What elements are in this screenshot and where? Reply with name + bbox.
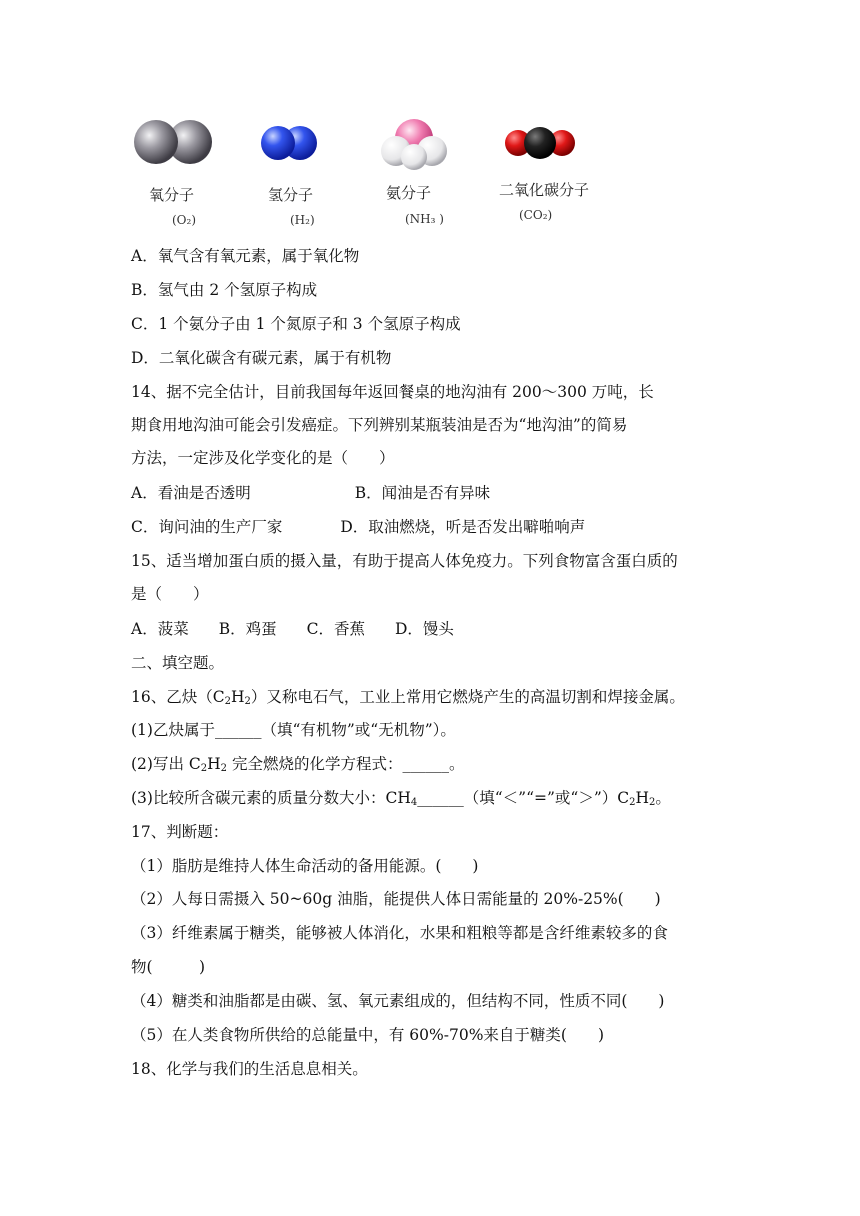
q16-stem-text-c: ）又称电石气，工业上常用它燃烧产生的高温切割和焊接金属。 xyxy=(250,688,685,706)
q17-statement-1: （1）脂肪是维持人体生命活动的备用能源。( ) xyxy=(131,857,479,875)
q18-stem: 18、化学与我们的生活息息相关。 xyxy=(131,1060,368,1078)
hydrogen-molecule xyxy=(258,118,368,233)
ammonia-molecule-label: 氨分子 xyxy=(386,184,432,202)
q14-option-c: C．询问油的生产厂家 xyxy=(131,518,283,536)
q14-stem-line3: 方法，一定涉及化学变化的是（ ） xyxy=(131,449,395,467)
q15-options-row xyxy=(131,618,454,640)
q14-stem-line2: 期食用地沟油可能会引发癌症。下列辨别某瓶装油是否为“地沟油”的简易 xyxy=(131,416,628,434)
q14-options-row2 xyxy=(131,516,585,538)
q14-stem-line1: 14、据不完全估计，目前我国每年返回餐桌的地沟油有 200～300 万吨，长 xyxy=(131,383,654,401)
carbon-dioxide-molecule-formula: (CO₂) xyxy=(519,208,553,222)
q16-stem xyxy=(131,686,685,708)
hydrogen-molecule-icon xyxy=(258,118,328,166)
q14-options-row1 xyxy=(131,482,490,504)
q17-statement-2: （2）人每日需摄入 50~60g 油脂，能提供人体日需能量的 20%-25%( ) xyxy=(131,890,661,908)
q16-subscript: 2 xyxy=(220,763,228,774)
q16-subscript: 2 xyxy=(629,797,636,808)
q16-part2-text-b: H xyxy=(207,755,221,773)
q16-subscript: 2 xyxy=(200,763,208,774)
q16-part3 xyxy=(131,787,671,809)
oxygen-molecule-label: 氧分子 xyxy=(149,186,195,204)
q15-option-b: B．鸡蛋 xyxy=(218,620,277,638)
carbon-dioxide-molecule-label: 二氧化碳分子 xyxy=(499,181,590,199)
q17-statement-4: （4）糖类和油脂都是由碳、氢、氧元素组成的，但结构不同，性质不同( ) xyxy=(131,992,665,1010)
q16-part3-text-d: 。 xyxy=(655,789,671,807)
q13-option-b: B．氢气由 2 个氢原子构成 xyxy=(131,281,318,299)
q16-stem-text-b: H xyxy=(230,688,245,706)
q17-statement-3-line1: （3）纤维素属于糖类，能够被人体消化，水果和粗粮等都是含纤维素较多的食 xyxy=(131,924,668,942)
q16-subscript: 2 xyxy=(244,696,251,707)
ammonia-molecule xyxy=(376,118,486,233)
q16-stem-text-a: 16、乙炔（C xyxy=(131,688,225,706)
hydrogen-molecule-label: 氢分子 xyxy=(268,186,314,204)
q16-part1: (1)乙炔属于______（填“有机物”或“无机物”）。 xyxy=(131,721,456,739)
ammonia-molecule-icon xyxy=(376,118,451,170)
section-heading: 二、填空题。 xyxy=(131,654,225,672)
q15-option-a: A．菠菜 xyxy=(131,620,189,638)
hydrogen-molecule-formula: (H₂) xyxy=(290,213,315,227)
q16-subscript: 2 xyxy=(649,797,656,808)
q17-title: 17、判断题： xyxy=(131,823,229,841)
q17-statement-5: （5）在人类食物所供给的总能量中，有 60%-70%来自于糖类( ) xyxy=(131,1026,605,1044)
q16-part3-text-b: ______（填“＜”“=”或“＞”）C xyxy=(417,789,630,807)
oxygen-molecule-formula: (O₂) xyxy=(172,213,197,227)
q15-option-c: C．香蕉 xyxy=(306,620,365,638)
oxygen-molecule xyxy=(128,118,238,233)
q16-part2-text-c: 完全燃烧的化学方程式：______。 xyxy=(227,755,465,773)
ammonia-molecule-formula: (NH₃ ) xyxy=(405,212,444,226)
oxygen-molecule-icon xyxy=(128,118,218,166)
q16-subscript: 2 xyxy=(224,696,231,707)
q16-part3-text-c: H xyxy=(635,789,650,807)
q15-stem-line2: 是（ ） xyxy=(131,585,209,603)
q13-option-c: C．1 个氨分子由 1 个氮原子和 3 个氢原子构成 xyxy=(131,315,461,333)
carbon-dioxide-molecule xyxy=(500,118,620,233)
q13-option-d: D．二氧化碳含有碳元素，属于有机物 xyxy=(131,349,392,367)
q15-option-d: D．馒头 xyxy=(394,620,454,638)
q13-option-a: A．氧气含有氧元素，属于氧化物 xyxy=(131,247,360,265)
q16-subscript: 4 xyxy=(410,797,418,808)
q14-option-d: D．取油燃烧，听是否发出噼啪响声 xyxy=(340,518,586,536)
q16-part3-text-a: (3)比较所含碳元素的质量分数大小：CH xyxy=(131,789,411,807)
q14-option-a: A．看油是否透明 xyxy=(131,484,251,502)
q16-part2-text-a: (2)写出 C xyxy=(131,755,201,773)
q15-stem-line1: 15、适当增加蛋白质的摄入量，有助于提高人体免疫力。下列食物富含蛋白质的 xyxy=(131,552,678,570)
q16-part2 xyxy=(131,753,464,775)
q14-option-b: B．闻油是否有异味 xyxy=(354,484,491,502)
q17-statement-3-line2: 物( ) xyxy=(131,958,206,976)
carbon-dioxide-molecule-icon xyxy=(500,118,580,164)
molecule-figure xyxy=(128,118,608,233)
